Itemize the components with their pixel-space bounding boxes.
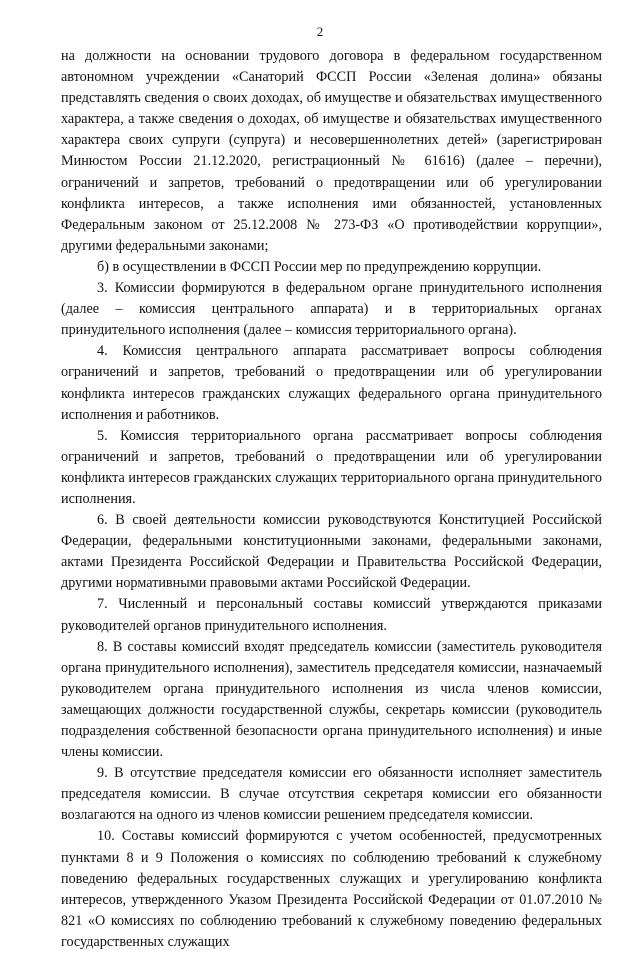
paragraph-5: 5. Комиссия территориального органа рассматривает вопросы соблюдения ограничений и запретов, требований о предотвращении или об урегулировании конфликта интересов гражданских служащих территориального органа принудительного исполнения. [61, 427, 602, 507]
paragraph-9: 9. В отсутствие председателя комиссии его обязанности исполняет заместитель председателя комиссии. В случае отсутствия секретаря комиссии его обязанности возлагаются на одного из членов комиссии решением председателя комиссии. [61, 765, 602, 824]
page-number: 2 [316, 24, 324, 39]
document-body [61, 46, 602, 953]
paragraph-10: 10. Составы комиссий формируются с учетом особенностей, предусмотренных пунктами 8 и 9 Положения о комиссиях по соблюдению требований к служебному поведению федеральных государственных служащих и урегулированию конфликта интересов, утвержденного Указом Президента Российской Федерации от 01.07.2010 № 821 «О комиссиях по соблюдению требований к служебному поведению федеральных государственных служащих [61, 828, 602, 950]
paragraph-8: 8. В составы комиссий входят председатель комиссии (заместитель руководителя органа принудительного исполнения), заместитель председателя комиссии, назначаемый руководителем органа принудительного исполнения из числа членов комиссии, замещающих должности государственной службы, секретарь комиссии (руководитель подразделения собственной безопасности органа принудительного исполнения) и иные члены комиссии. [61, 638, 602, 761]
paragraph-4: 4. Комиссия центрального аппарата рассматривает вопросы соблюдения ограничений и запретов, требований о предотвращении или об урегулировании конфликта интересов гражданских служащих федерального органа принудительного исполнения и работников. [61, 343, 602, 423]
paragraph-3: 3. Комиссии формируются в федеральном органе принудительного исполнения (далее – комиссия центрального аппарата) и в территориальных органах принудительного исполнения (далее – комиссия территориального органа). [61, 280, 602, 339]
paragraph-continuation: на должности на основании трудового договора в федеральном государственном автономном учреждении «Санаторий ФССП России «Зеленая долина» обязаны представлять сведения о своих доходах, об имуществе и обязательствах имущественного характера, а также сведения о доходах, об имуществе и обязательствах имущественного характера своих супруги (супруга) и несовершеннолетних детей» (зарегистрирован Минюстом России 21.12.2020, регистрационный № 61616) (далее – перечни), ограничений и запретов, требований о предотвращении или об урегулировании конфликта интересов, а также исполнения ими обязанностей, установленных Федеральным законом от 25.12.2008 № 273-ФЗ «О противодействии коррупции», другими федеральными законами; [61, 48, 602, 254]
paragraph-6: 6. В своей деятельности комиссии руководствуются Конституцией Российской Федерации, федеральными конституционными законами, федеральными законами, актами Президента Российской Федерации и Правительства Российской Федерации, другими нормативными правовыми актами Российской Федерации. [61, 512, 602, 592]
paragraph-7: 7. Численный и персональный составы комиссий утверждаются приказами руководителей органов принудительного исполнения. [61, 596, 602, 634]
paragraph-item-b: б) в осуществлении в ФССП России мер по предупреждению коррупции. [97, 258, 542, 275]
